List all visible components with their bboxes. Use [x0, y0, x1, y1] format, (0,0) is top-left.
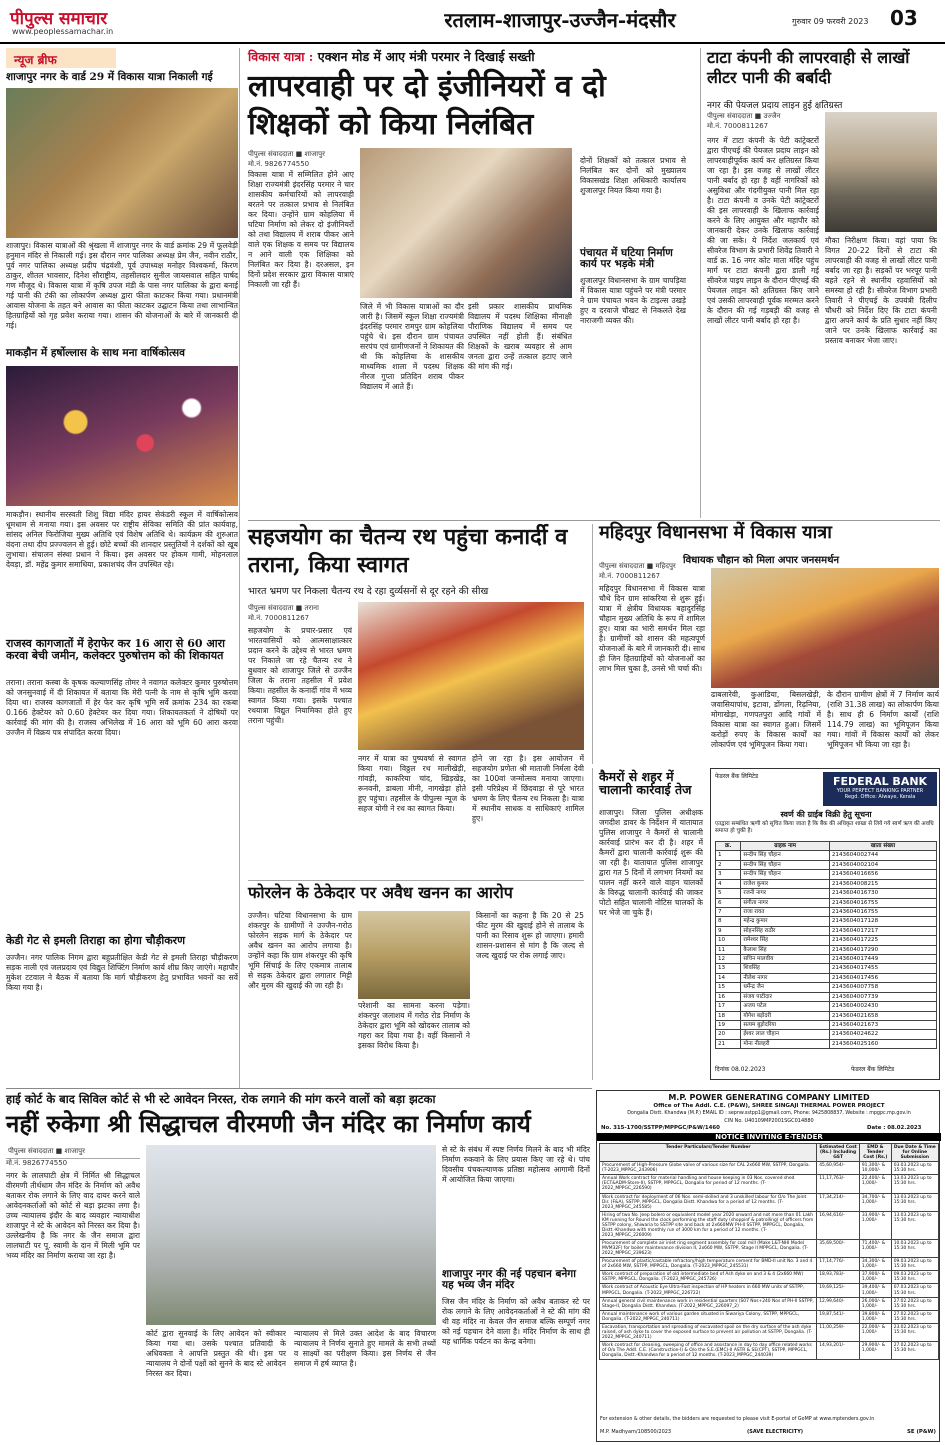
ad-table-cell: सोहनसिंह राठौर — [741, 926, 830, 935]
mahidpur-mobile: मो.नं. 7000811267 — [599, 572, 661, 580]
hc-col-5: जिस जैन मंदिर के निर्माण को अवैध बताकर स्टे पर रोक लगाने के लिए आवेदनकर्ताओं ने स्टे की मांग की थी वह मंदिर ना केवल जैन समाज बल्कि सम्पूर्ण नगर को नई पहचान देने वाला है। मंदिर निर्माण के साथ ही यह धार्मिक पर्यटन का केन्द्र बनेगा। — [442, 1297, 590, 1347]
brief-2-photo — [6, 366, 238, 506]
hc-headline: नहीं रुकेगा श्री सिद्धाचल वीरमणी जैन मंदिर का निर्माण कार्य — [6, 1109, 531, 1138]
ad-table-cell: धर्मेन्द्र जैन — [741, 983, 830, 992]
tender-table-cell: Annual Work contract for material handling and house keeping in 03 Nos. covered shed (ECT&ADM-Store-II), SSTPP, MPPGCL, Dongalia for period of 12 months. (T-2022_MPPGC_226590) — [600, 1175, 817, 1193]
tender-date: Date : 08.02.2023 — [867, 1125, 922, 1131]
ad-table-row — [716, 936, 937, 945]
ad-accounts-table — [715, 841, 937, 1049]
sahajyog-col-2: नगर में यात्रा का पुष्पवर्षा से स्वागत किया गया। विठ्ठल रथ मालीखेड़ी, गांवड़ी, काकरिया चांद, खिड़खेड़, रूनवनी, डाबला मीनी, नागखेड़ा होते हुए पहुंचा। तहसील के पीपुल्स न्यूज के सहज योगी ने रथ का स्वागत किया। — [358, 754, 466, 814]
mahidpur-col-3: के दौरान ग्रामीण क्षेत्रों में 7 निर्माण कार्य (राशि 31.38 लाख) का लोकार्पण किया है। साथ ही 6 निर्माण कार्यों (राशि 114.79 लाख) का भूमिपूजन किया गया। गांवों में विकास कार्यों को लेकर भूमिपूजन भी किया जा रहा है। — [827, 690, 939, 750]
hc-col-3: न्यायालय से मिले उक्त आदेश के बाद विचारण न्यायालय ने निर्णय सुनाते हुए मामले के सभी तथ्यों व साक्ष्यों का परीक्षण किया। इस निर्णय से जैन समाज में हर्ष व्याप्त है। — [294, 1329, 436, 1369]
sahajyog-byline: पीपुल्स संवाददाता ■ तराना — [248, 604, 319, 612]
tender-table-cell: 09.03.2023 up to 15:30 hrs. — [891, 1258, 938, 1271]
newspaper-logo: पीपुल्स समाचार — [10, 9, 108, 29]
tender-table-header-0: Tender Particulars/Tender Number — [600, 1144, 817, 1162]
tender-table-row — [600, 1284, 939, 1297]
tender-table-header-2: EMD & Tender Cost (Rs.) — [859, 1144, 891, 1162]
ad-table-cell: 2143604016656 — [829, 870, 936, 879]
tender-office: Office of The Addl. C.E. (P&W), SHREE SINGAJI THERMAL POWER PROJECT — [653, 1103, 885, 1109]
tender-table-cell: 22,400/- & 1,000/- — [859, 1175, 891, 1193]
tender-table-cell: 11,00,259/- — [817, 1323, 860, 1341]
brief-1-headline: शाजापुर नगर के वार्ड 29 में विकास यात्रा निकाली गई — [6, 71, 213, 83]
tender-table-cell: 19,69,125/- — [817, 1284, 860, 1297]
ad-table-cell: सचिन मालवीय — [741, 955, 830, 964]
tender-title: NOTICE INVITING E-TENDER — [597, 1133, 941, 1141]
ad-table-cell: 8 — [716, 917, 741, 926]
ad-table-cell: 16 — [716, 992, 741, 1001]
sahajyog-col-1: सहजयोग के प्रचार-प्रसार एवं भारतवासियों को आत्मसाक्षात्कार प्रदान करने के उद्देश्य से भारत भ्रमण पर निकाले जा रहे चैतन्य रथ ने बुधवार को शाजापुर जिले से उज्जैन जिला के तराना तहसील में प्रवेश किया। तहसील के कनार्दी गांव में भव्य स्वागत किया गया। इसके पश्चात रथयात्रा विद्युत नियामिका होते हुए तराना पहुंची। — [248, 626, 352, 726]
ad-table-header-2: खाता संख्या — [829, 842, 936, 851]
ad-table-cell: 2143604007739 — [829, 992, 936, 1001]
federal-bank-logo — [823, 772, 937, 806]
ad-table-cell: कैलाश सिंह — [741, 945, 830, 954]
ad-table-row — [716, 964, 937, 973]
tata-photo — [825, 112, 937, 232]
tender-table-row — [600, 1297, 939, 1310]
issue-date: गुरुवार 09 फरवरी 2023 — [792, 17, 869, 26]
tender-table-cell: 29,900/- & 1,000/- — [859, 1342, 891, 1360]
fourlane-col-2: परेशानी का सामना करना पड़ेगा। शंकरपुर जलाशय में गरोठ रोड निर्माण के ठेकेदार द्वारा भूमि को खोदकर तालाब को गहरा कर दिया गया है। वहीं किसानों ने इसका विरोध किया है। — [358, 1001, 470, 1051]
news-brief-tag: न्यूज ब्रीफ — [6, 48, 116, 68]
ad-table-row — [716, 992, 937, 1001]
ad-table-cell: महेन्द्र कुमार — [741, 917, 830, 926]
ad-table-row — [716, 860, 937, 869]
sahajyog-mobile: मो.नं. 7000811267 — [248, 614, 310, 622]
brief-1-photo — [6, 88, 238, 238]
ad-table-cell: 2143604017217 — [829, 926, 936, 935]
ad-table-cell: 2 — [716, 860, 741, 869]
ad-table-cell: शिवसिंह — [741, 964, 830, 973]
mahidpur-story — [592, 524, 940, 764]
main-subhead: पंचायत में घटिया निर्माण कार्य पर भड़के मंत्री — [580, 247, 673, 271]
tender-table-cell: Procurement of complete air inlet ring segment assembly for coal mill (Make L&T-NHI Model MVM32F) for boiler maintenance division II, 2x660 MW, SSTPP, Stage II MPPGCL, Dongalia. (T-2022_MPPGC_239623) — [600, 1240, 817, 1258]
ad-table-row — [716, 917, 937, 926]
camera-headline: कैमरों से शहर में चालानी कार्रवाई तेज — [599, 769, 692, 798]
ad-table-cell: 15 — [716, 983, 741, 992]
ad-table-cell: 9 — [716, 926, 741, 935]
ad-table-cell: 2143604021658 — [829, 1011, 936, 1020]
hc-subhead: शाजापुर नगर की नई पहचान बनेगा यह भव्य जैन मंदिर — [442, 1268, 576, 1292]
fourlane-col-1: उज्जैन। घटिया विधानसभा के ग्राम शंकरपुर के ग्रामीणों ने उज्जैन-गरोठ फोरलेन सड़क मार्ग के ठेकेदार पर अवैध खनन का आरोप लगाया है। उन्होंने कहा कि ग्राम शंकरपुर की कृषि भूमि सिंचाई के लिए एकमात्र तालाब से सड़क ठेकेदार द्वारा लगातार मिट्टी और मुरम की खुदाई की जा रही है। — [248, 911, 352, 991]
tender-madhyam: M.P. Madhyam/108500/2023 — [600, 1429, 672, 1435]
hc-kicker: हाई कोर्ट के बाद सिविल कोर्ट से भी स्टे आवेदन निरस्त, रोक लगाने की मांग करने वालों को बड़ा झटका — [6, 1092, 436, 1106]
ad-table-cell: 2143604016755 — [829, 907, 936, 916]
ad-table-cell: 2143604007758 — [829, 983, 936, 992]
divider-line — [248, 520, 940, 521]
main-headline: लापरवाही पर दो इंजीनियरों व दो शिक्षकों को किया निलंबित — [248, 69, 606, 142]
brief-2-text: माकड़ौन। स्थानीय सरस्वती शिशु विद्या मंदिर हायर सेकंडरी स्कूल में वार्षिकोत्सव धूमधाम से मनाया गया। इस अवसर पर राष्ट्रीय सेविका समिति की प्रांत कार्यवाह, सांसद अनिल फिरोजिया मुख्य अतिथि एवं विशेष अतिथि थे। कार्यक्रम की शुरुआत वंदना तथा दीप प्रज्ज्वलन से हुई। छोटे बच्चों की शानदार प्रस्तुतियों ने दर्शकों को खूब लुभाया। संचालन संस्था प्रधान ने किया। इस अवसर पर होकम गामी, मोहनलाल देवड़ा, डॉ. महेंद्र कुमार समाधिया, प्रकाशचंद जैन उपस्थित रहे। — [6, 510, 238, 570]
sahajyog-photo — [358, 602, 584, 750]
federal-bank-ad — [710, 768, 940, 1080]
tender-table-cell: 12,99,640/- — [817, 1297, 860, 1310]
tender-table — [599, 1143, 939, 1360]
ad-table-cell: 2143604017290 — [829, 945, 936, 954]
ad-note: एतद्वारा सम्बंधित ऋणी को सूचित किया जाता है कि बैंक की अधिकृत शाखा से लिये गये स्वर्ण ऋण की अवधि समाप्त हो चुकी है। — [715, 821, 934, 834]
tender-table-row — [600, 1310, 939, 1323]
sahajyog-headline: सहजयोग का चैतन्य रथ पहुंचा कनार्दी व तराना, किया स्वागत — [248, 524, 568, 578]
tender-company: M.P. POWER GENERATING COMPANY LIMITED — [668, 1093, 870, 1102]
mahidpur-headline: महिदपुर विधानसभा में विकास यात्रा — [599, 522, 832, 543]
ad-table-cell: योगेश बड़ोदरी — [741, 1011, 830, 1020]
sahajyog-story — [248, 524, 584, 876]
tender-table-header-3: Due Date & Time for Online Submission — [891, 1144, 938, 1162]
ad-table-cell: सन्दीप सिंह चौहान — [741, 851, 830, 860]
ad-table-row — [716, 1039, 937, 1048]
tender-table-cell: 07.03.2023 up to 15:30 hrs. — [891, 1284, 938, 1297]
ad-bank-name: FEDERAL BANK — [832, 775, 928, 788]
ad-table-header-1: ग्राहक नाम — [741, 842, 830, 851]
ad-table-row — [716, 898, 937, 907]
ad-table-row — [716, 973, 937, 982]
ad-table-cell: 2143604002430 — [829, 1002, 936, 1011]
ad-table-cell: 13 — [716, 964, 741, 973]
tender-table-row — [600, 1240, 939, 1258]
tender-table-cell: 22,000/- & 1,000/- — [859, 1323, 891, 1341]
tender-table-cell: 11,17,763/- — [817, 1175, 860, 1193]
camera-text: शाजापुर। जिला पुलिस अधीक्षक जगदीश डावर के निर्देशन में यातायात पुलिस शाजापुर ने कैमरों से चालानी कार्रवाई प्रारंभ कर दी है। शहर में कैमरों द्वारा चालानी कार्रवाई शुरू की जा रही है। यातायात पुलिस शाजापुर द्वारा गत 5 दिनों में लगभग नियमों का पालन नहीं करने वाले वाहन चालकों के विरुद्ध चालानी कार्रवाई की जाकर पोटो सहित चालानी नोटिस चालकों के घर भेजे जा चुके हैं। — [599, 808, 703, 918]
hc-byline: पीपुल्स संवाददाता ■ शाजापुर — [6, 1145, 140, 1159]
main-mobile: मो.नं. 9826774550 — [248, 160, 310, 168]
minister-photo — [360, 148, 572, 298]
ad-table-row — [716, 926, 937, 935]
ad-table-cell: 2143604021673 — [829, 1021, 936, 1030]
ad-table-cell: 5 — [716, 889, 741, 898]
ad-table-cell: संजय पाटीदार — [741, 992, 830, 1001]
ad-table-cell: 2143604017128 — [829, 917, 936, 926]
tender-table-cell: 71,400/- & 1,000/- — [859, 1240, 891, 1258]
masthead-bar — [0, 0, 945, 44]
ad-table-cell: 2143604008215 — [829, 879, 936, 888]
ad-table-cell: 10 — [716, 936, 741, 945]
ad-table-row — [716, 1011, 937, 1020]
tender-table-row — [600, 1193, 939, 1211]
tata-headline: टाटा कंपनी की लापरवाही से लाखों लीटर पानी की बर्बादी — [707, 48, 910, 87]
tender-table-cell: 10.03.2023 up to 15:30 hrs. — [891, 1240, 938, 1258]
ad-table-row — [716, 1002, 937, 1011]
tender-table-cell: 09.03.2023 up to 15:30 hrs. — [891, 1271, 938, 1284]
main-col-5: शुजालपुर विधानसभा के ग्राम चापड़िया में विकास यात्रा पहुंचने पर मंत्री परमार ने ग्राम पंचायत भवन के टाइल्स उखड़े हुए व दरवाजे चौखट से निकलते देख नाराजगी व्यक्त की। — [580, 276, 686, 326]
main-kicker-2: एक्शन मोड में आए मंत्री परमार ने दिखाई सख्ती — [317, 49, 535, 64]
ad-bank-title: फेडरल बैंक लिमिटेड — [715, 773, 759, 780]
ad-table-cell: नीलेश नागर — [741, 973, 830, 982]
main-col-3: इसी प्रकार शासकीय प्राथमिक विद्यालय में पदस्थ शिक्षिका मीनाक्षी पौराणिक विद्यालय में समय पर उपस्थित नहीं होती हैं। संबंधित शिक्षकों के खराब व्यवहार से आम जनता द्वारा उन्हें तत्काल हटाए जाने की मांग की गई। — [468, 302, 572, 372]
site-url[interactable]: www.peoplessamachar.in — [12, 27, 114, 36]
tender-table-row — [600, 1342, 939, 1360]
fourlane-headline: फोरलेन के ठेकेदार पर अवैध खनन का आरोप — [248, 883, 513, 902]
ad-table-cell: 2143604017455 — [829, 964, 936, 973]
tender-table-cell: Procurement of High-Pressure Globe valve of various size for CAL 2x660 MW, SSTPP, Dongalia. (T-2023_MPPGC_243906) — [600, 1162, 817, 1175]
ad-table-cell: 2143604017456 — [829, 973, 936, 982]
tender-table-cell: 34,300/- & 1,000/- — [859, 1258, 891, 1271]
ad-table-cell: 11 — [716, 945, 741, 954]
ad-table-cell: सत्यम बुड़ोदरिया — [741, 1021, 830, 1030]
ad-table-cell: 12 — [716, 955, 741, 964]
ad-table-header-0: क्र. — [716, 842, 741, 851]
ad-table-row — [716, 1021, 937, 1030]
ad-table-cell: राजेश कुमार — [741, 879, 830, 888]
tender-table-cell: 19,87,541/- — [817, 1310, 860, 1323]
mahidpur-subheadline: विधायक चौहान को मिला अपार जनसमर्थन — [683, 555, 840, 566]
ad-table-cell: 6 — [716, 898, 741, 907]
brief-4-text: उज्जैन। नगर पालिक निगम द्वारा बहुप्रतीक्षित केडी गेट से इमली तिराहा चौड़ीकरण सड़क नाली एवं जलप्रदाय एवं विद्युत शिफ्टिंग निर्माण कार्य शीघ्र किए जाएंगे। महापौर मुकेश टटवाल ने बैठक में बताया कि मार्ग चौड़ीकरण हेतु प्रभावित भवनों का सर्वे किया गया है। — [6, 953, 238, 993]
brief-3-headline: राजस्व कागजातों में हेराफेर कर 16 आरा से 60 आरा करवा बेची जमीन, कलेक्टर पुरुषोत्तम को की शिकायत — [6, 637, 225, 662]
main-col-1: विकास यात्रा में सम्मिलित होने आए शिक्षा राज्यमंत्री इंदरसिंह परमार ने चार शासकीय कर्मचारियों को लापरवाही बरतने पर तत्काल प्रभाव से निलंबित कर दिया। उन्होंने ग्राम कोहलिया में घटिया निर्माण को लेकर दो इंजीनियरों को तथा विद्यालय में शराब पीकर आने वाले एक शिक्षक व समय पर विद्यालय न आने वाली एक शिक्षिका को निलंबित कर दिया है। दरअसल, इन दिनों प्रदेश सरकार द्वारा विकास यात्राएं निकाली जा रही हैं। — [248, 170, 354, 290]
ad-table-cell: ईश्वर लाल चौहान — [741, 1030, 830, 1039]
tender-table-cell: 37,900/- & 1,000/- — [859, 1271, 891, 1284]
tender-table-cell: 26,000/- & 1,000/- — [859, 1297, 891, 1310]
tender-table-row — [600, 1271, 939, 1284]
tender-table-cell: 27.02.2023 up to 15:30 hrs. — [891, 1297, 938, 1310]
tender-table-cell: 27.02.2023 up to 15:30 hrs. — [891, 1310, 938, 1323]
tender-table-cell: 39,400/- & 1,000/- — [859, 1284, 891, 1297]
tender-table-cell: 39,800/- & 1,000/- — [859, 1310, 891, 1323]
tender-table-cell: Work contract for cleaning, sweeping of office and assistance in day to day office related works of O/o The Addl. C.E. (Construction-I) & O/o the S.E.(EMC)-II ASTR & SE(CPT), SSTPP, MPPGCL, Dongalia, Distt.-Khandwa for a period of 12 months. (T-2023_MPPGC_244039) — [600, 1342, 817, 1360]
ad-table-cell: 2143604025160 — [829, 1039, 936, 1048]
tender-cin: CIN No. U40109MP2001SGC014880 — [724, 1118, 814, 1124]
ad-table-cell: 20 — [716, 1030, 741, 1039]
ad-table-cell: मोना नीलहरी — [741, 1039, 830, 1048]
ad-table-row — [716, 945, 937, 954]
ad-table-cell: 2143604017225 — [829, 936, 936, 945]
ad-table-cell: 2143604016755 — [829, 898, 936, 907]
main-story — [248, 48, 688, 518]
tender-table-cell: 14,93,201/- — [817, 1342, 860, 1360]
tender-table-cell: 45,60,954/- — [817, 1162, 860, 1175]
edition-title: रतलाम-शाजापुर-उज्जैन-मंदसौर — [444, 8, 676, 32]
tender-table-cell: 16,94,616/- — [817, 1211, 860, 1239]
ad-table-row — [716, 889, 937, 898]
main-byline: पीपुल्स संवाददाता ■ शाजापुर — [248, 150, 325, 158]
tender-table-cell: 17,14,776/- — [817, 1258, 860, 1271]
ad-table-row — [716, 907, 937, 916]
tender-table-cell: 17,34,214/- — [817, 1193, 860, 1211]
ad-place: फेडरल बैंक लिमिटेड — [851, 1066, 895, 1073]
tender-signatory: SE (P&W) — [907, 1429, 936, 1435]
sahajyog-subheadline: भारत भ्रमण पर निकला चैतन्य रथ दे रहा दुर्व्यसनों से दूर रहने की सीख — [248, 586, 489, 597]
mahidpur-photo — [711, 568, 939, 688]
tender-table-row — [600, 1211, 939, 1239]
ad-table-cell: सन्दीप सिंह चौहान — [741, 870, 830, 879]
tender-table-cell: Hiring of two No. Jeep bolero or equivalent model year 2020 onward and not more than 01 Lakh KM running for Round the clock performing the staff duty (shoppinf & patrolling) of officers from SSTPP colony, Shiwaria to SSTPP site and back at 2x660MW PH-II SSTPP, MPPGCL, Dongalia, Distt.-Khandwa with monthly run of 3000 km for a period of 12 months. (T-2023_MPPGC_226009) — [600, 1211, 817, 1239]
mahidpur-byline: पीपुल्स संवाददाता ■ महिदपुर — [599, 562, 676, 570]
mppgcl-tender — [596, 1090, 940, 1442]
ad-table-cell: 3 — [716, 870, 741, 879]
hc-col-4: से स्टे के संबंध में स्पष्ट निर्णय मिलने के बाद भी मंदिर निर्माण रुकवाने के लिए प्रयास किए जा रहे थे। पांच दिवसीय पंचकल्याणक प्रतिष्ठा महोत्सव आगामी दिनों में आयोजित किया जाएगा। — [442, 1145, 590, 1185]
ad-table-cell: 21 — [716, 1039, 741, 1048]
main-col-6-anchor — [584, 155, 585, 156]
ad-table-row — [716, 870, 937, 879]
tender-table-cell: 18,93,783/- — [817, 1271, 860, 1284]
fourlane-col-3: किसानों का कहना है कि 20 से 25 फीट मुरम की खुदाई होने से तालाब के पानी का रिसाव शुरू हो जाएगा। हमारी शासन-प्रशासन से मांग है कि जल्द से जल्द खुदाई पर रोक लगाई जाए। — [476, 911, 584, 961]
tata-byline: पीपुल्स संवाददाता ■ उज्जैन — [707, 112, 781, 120]
tender-table-cell: 13.03.2023 up to 15:30 hrs. — [891, 1175, 938, 1193]
fourlane-photo — [358, 911, 470, 999]
ad-table-cell: संगीता नागर — [741, 898, 830, 907]
tender-table-cell: 33,900/- & 1,000/- — [859, 1211, 891, 1239]
page-number: 03 — [890, 6, 918, 30]
main-kicker-line — [248, 48, 688, 65]
ad-table-cell: 2143604024622 — [829, 1030, 936, 1039]
tender-table-cell: Procurement of plastic/castable refractory/high temperature cement for BMD-II unit No. 3 and 4 of 2x660 MW, SSTPP, MPPGCL, Dongalia. (T-2023_MPPGC_245531) — [600, 1258, 817, 1271]
main-col-4: दोनों शिक्षकों को तत्काल प्रभाव से निलंबित कर दोनों को मुख्यालय विकासखंड शिक्षा अधिकारी कार्यालय शुजालपुर नियत किया गया है। — [580, 156, 686, 196]
tender-table-cell: 13.03.2023 up to 15:30 hrs. — [891, 1193, 938, 1211]
tender-table-cell: Work contract of preparation of old intermediate bed of Ash dyke on and 3 & 4 (2x660 MW) SSTPP, MPPGCL, Dongalia. (T-2023_MPPGC_245726) — [600, 1271, 817, 1284]
ad-table-cell: 18 — [716, 1011, 741, 1020]
ad-table-cell: 19 — [716, 1021, 741, 1030]
tender-table-cell: 34,700/- & 1,000/- — [859, 1193, 891, 1211]
tender-table-cell: 13.03.2023 up to 15:30 hrs. — [891, 1211, 938, 1239]
ad-table-cell: राजा रावत — [741, 907, 830, 916]
tender-table-cell: Annual maintenance work of various garden situated in Siwariya Colony, SSTPP, MPPGCL, Dongalia. (T-2022_MPPGC_240711) — [600, 1310, 817, 1323]
tender-table-row — [600, 1323, 939, 1341]
ad-table-cell: 1 — [716, 851, 741, 860]
brief-1-text: शाजापुर। विकास यात्राओं की श्रृंखला में शाजापुर नगर के वार्ड क्रमांक 29 में फूलवेड़ी हनुमान मंदिर से निकाली गई। इस दौरान नगर पालिका अध्यक्ष प्रेम जैन, नवीन राठौर, पूर्व नगर पालिका अध्यक्ष प्रदीप चंद्रवंशी, पूर्व उपाध्यक्ष मनोहर विश्वकर्मा, किरण ठाकुर, शीतल भावसार, दिनेश सौराष्ट्रीय, तहसीलदार सुनील जायसवाल सहित पार्षद गण मौजूद थे। विकास यात्रा में कृषि उपज मंडी के पास नगर पालिका के द्वारा बनाई गई पानी की टंकी का लोकार्पण अध्यक्ष द्वारा फीता काटकर किया गया। प्रधानमंत्री आवास योजना के तहत बने आवास का फीता काटकर उद्घाटन किया तथा लाभान्वित हितग्राहियों को गृह प्रवेश कराया गया। शासन की योजनाओं के बारे में जानकारी दी गई। — [6, 241, 238, 331]
ad-table-row — [716, 1030, 937, 1039]
tender-table-cell: Work contract of Acoustic Eye Ultra-Fast inspection of HP heaters in 660 MW units of SSTPP, MPPGCL, Dongalia. (T-2022_MPPGC_226722) — [600, 1284, 817, 1297]
hc-mobile: मो.नं. 9826774550 — [6, 1159, 68, 1167]
ad-table-row — [716, 879, 937, 888]
ad-table-cell: 4 — [716, 879, 741, 888]
tata-story — [700, 48, 940, 518]
tender-table-cell: 91,300/- & 10,000/- — [859, 1162, 891, 1175]
ad-date: दिनांक 08.02.2023 — [715, 1066, 766, 1073]
ad-table-cell: 2143604002104 — [829, 860, 936, 869]
jain-temple-photo — [146, 1145, 436, 1325]
brief-2-headline: माकड़ौन में हर्षोल्लास के साथ मना वार्षिकोत्सव — [6, 347, 185, 359]
tender-table-cell: Annual general civil maintenance work in residential quarters (S07 Nos+240 Nos of PH-II SSTPP, Stage-II, Dongalia Distt. Khandwa. (T-2022_MPPGC_226097_2) — [600, 1297, 817, 1310]
ad-table-cell: सन्दीप सिंह चौहान — [741, 860, 830, 869]
ad-table-row — [716, 851, 937, 860]
camera-story — [592, 768, 704, 1080]
tata-col-2: मौका निरीक्षण किया। वहां पाया कि विगत 20-22 दिनों से टाटा की लापरवाही की वजह से लाखों लीटर पानी बर्बाद जा रहा है। सड़कों पर भरपूर पानी बहते रहने से स्थानीय रहवासियों को समस्या हो रही है। सीवरेज विभाग प्रभारी तिवारी ने पीएचई के उपयंत्री दिलीप चौधरी को निर्देश दिए कि टाटा कंपनी द्वारा अपने कार्य के प्रति सुधार नहीं किए जाने पर उनके खिलाफ कार्रवाई का प्रस्ताव बनाकर भेजा जाए। — [825, 236, 937, 346]
tata-subheadline: नगर की पेयजल प्रदाय लाइन हुई क्षतिग्रस्त — [707, 101, 843, 111]
brief-3-text: तराना। तराना कस्बा के कृषक कल्याणसिंह तोमर ने नवागत कलेक्टर कुमार पुरुषोत्तम को जनसुनवाई में दी शिकायत में बताया कि मेरी पत्नी के नाम से कृषि भूमि करवा दिया था। राजस्व कागजातों में हेर फेर कर कृषि भूमि सर्वे क्रमांक 234 का रकबा 0.166 हेक्टेयर को 0.60 हेक्टेयर कर दिया गया। शिकायतकर्ता ने दोषियों पर कार्रवाई की मांग की है। राजस्व अभिलेख में 16 आरा को भूमि 60 आरा करवा उज्जैन में विक्रय पत्र संपादित करवा दिया। — [6, 678, 238, 738]
ad-table-row — [716, 955, 937, 964]
hc-col-1: नगर के लालघाटी क्षेत्र में निर्मित श्री सिद्धाचल वीरमणी तीर्थधाम जैन मंदिर के निर्माण को अवैध बताकर रोक लगाने के लिए वाद दायर करने वाले आवेदनकर्ताओं को कोर्ट से बड़ा झटका लगा है। उच्च न्यायालय इंदौर के बाद व्यवहार न्यायाधीश शाजापुर ने स्टे के आवेदन को निरस्त कर दिया है। उल्लेखनीय है कि नगर के जैन समाज द्वारा लालघाटी पर पू. स्वामी के दान में मिली भूमि पर भव्य मंदिर का निर्माण कराया जा रहा है। — [6, 1171, 140, 1261]
tender-ref: No. 315-1700/SSTPP/MPPGC/P&W/1460 — [601, 1125, 720, 1131]
brief-4-headline: केडी गेट से इमली तिराहा का होगा चौड़ीकरण — [6, 934, 186, 947]
ad-bank-reg: Regd. Office: Alwaye, Kerala — [844, 794, 916, 800]
high-court-story — [6, 1088, 592, 1440]
hc-col-2: कोर्ट द्वारा सुनवाई के लिए आवेदन को स्वीकार किया गया था। उसके पश्चात प्रतिवादी के अधिवक्ता ने आपत्ति प्रस्तुत की थी। इस पर न्यायालय ने दोनों पक्षों को सुनने के बाद स्टे आवेदन निरस्त कर दिया। — [146, 1329, 286, 1379]
ad-table-cell: 17 — [716, 1002, 741, 1011]
fourlane-story — [248, 880, 584, 1080]
tender-table-row — [600, 1162, 939, 1175]
ad-table-cell: 2143604002744 — [829, 851, 936, 860]
tender-table-cell: 03.03.2023 up to 15:30 hrs. — [891, 1162, 938, 1175]
ad-bank-tag: YOUR PERFECT BANKING PARTNER — [836, 788, 924, 794]
tender-table-row — [600, 1258, 939, 1271]
tender-table-cell: 35,69,500/- — [817, 1240, 860, 1258]
tender-table-cell: Work contract for deployment of 06 Nos. semi-skilled and 3 unskilled labour for O/o The Joint Dir. (F&A), SSTPP, MPPGCL, Dongalia Distt. Khandwa for a period of 12 months. (T-2023_MPPGC_245585) — [600, 1193, 817, 1211]
sahajyog-col-3: होने जा रहा है। इस आयोजन में सहजयोग प्रणेता श्री माताजी निर्मला देवी का 100वां जन्मोत्सव मनाया जाएगा। इसी परिप्रेक्ष्य में छिंदवाड़ा से पूरे भारत भ्रमण के लिए चैतन्य रथ निकला है। यात्रा में स्थानीय साधक व साधिकाएं शामिल हुए। — [472, 754, 584, 824]
tender-address: Dongalia Distt. Khandwa (M.P.) EMAIL ID : sepnw.sstpp1@gmail.com, Phone: 9425808837, Website : mpgpc.mp.gov.in — [627, 1111, 911, 1116]
tender-table-header-1: Estimated Cost (Rs.) Including GST — [817, 1144, 860, 1162]
ad-table-cell: 2143604017449 — [829, 955, 936, 964]
mahidpur-col-1: महिदपुर विधानसभा में विकास यात्रा चौथे दिन ग्राम सांकरिया से शुरू हुई। यात्रा में क्षेत्रीय विधायक बहादुरसिंह चौहान मुख्य अतिथि के रूप में शामिल हुए। यात्रा का भारी समर्थन मिल रहा है। ग्रामीणों को शासन की महत्वपूर्ण योजनाओं के बारे में जानकारी दी। साथ ही जिन हितग्राहियों को योजनाओं का लाभ मिल चुका है, उनसे भी चर्चा की। — [599, 584, 705, 674]
tata-col-1: नगर में टाटा कंपनी के पेटी कांट्रेक्टरों द्वारा पीएचई की पेयजल प्रदाय लाइन को लापरवाहीपूर्वक कार्य कर क्षतिग्रस्त किया जा रहा है। इस वजह से लाखों लीटर पानी बर्बाद हो रहा है वहीं नागरिकों को असुविधा और गंदगीयुक्त पानी मिल रहा है। टाटा कंपनी व उनके पेटी कांट्रेक्टरों की इस लापरवाही के खिलाफ कार्रवाई करने के लिए आयुक्त और महापौर को जानकारी देकर उनके खिलाफ कार्रवाई की जा सके। ये निर्देश जलकार्य एवं सीवरेज विभाग के प्रभारी शिवेंद्र तिवारी ने वार्ड क्र. 16 नगर कोट माता मंदिर पहुंच मार्ग पर टाटा कंपनी द्वारा डाली गई सीवरेज पाइप लाइन के दौरान पीएचई की पेयजल लाइन को क्षतिग्रस्त किए जाने एवं उसकी लापरवाही पूर्वक मरम्मत करने के दौरान की गई गड़बड़ी की वजह से लाखों लीटर पानी बर्बाद हो रहा है। — [707, 136, 819, 326]
ad-table-cell: अजय पटेल — [741, 1002, 830, 1011]
tender-table-row — [600, 1175, 939, 1193]
ad-table-cell: रामेश्वर सिंह — [741, 936, 830, 945]
tender-footer: For extension & other details, the bidders are requested to please visit E-portal of GoMP at www.mptenders.gov.in — [600, 1417, 875, 1422]
tender-table-cell: 23.02.2023 up to 15:30 hrs. — [891, 1323, 938, 1341]
mahidpur-col-2: ढाबलारेवी, कुआडिया, बिसलखेड़ी, जवासियापांथ, इटावा, डोंगला, रिढ़निया, मोगाखेड़ा, गणपतपुरा आदि गांवों में विकास यात्रा का स्वागत हुआ। जिसमें करोड़ों रुपए के विकास कार्यों का लोकार्पण एवं भूमिपूजन किया गया। — [711, 690, 821, 750]
main-col-2: जिले में भी विकास यात्राओं का दौर जारी है। जिसमें स्कूल शिक्षा राज्यमंत्री इंदरसिंह परमार रामपुर ग्राम कोहलिया पहुंचे थे। इस दौरान ग्राम पंचायत सरपंच एवं ग्रामीणजनों ने शिकायत की थी कि कोहलिया के शासकीय माध्यमिक शाला में पदस्थ शिक्षक नीरज गुप्ता प्रतिदिन शराब पीकर विद्यालय में आते हैं। — [360, 302, 464, 392]
tender-save-electricity: (SAVE ELECTRICITY) — [747, 1429, 804, 1435]
tender-table-cell: Excavation, transportation and spreading of excavated spoil on the dry surface of the ash dyke raised, of ash dyke to cover the exposed surface to prevent air pollution at SSTPP, Dongalia. (T-2022_MPPGC_240711) — [600, 1323, 817, 1341]
ad-sale-title: स्वर्ण की ग्राईब विक्री हेतु सूचना — [780, 810, 872, 819]
ad-table-row — [716, 983, 937, 992]
tata-mobile: मो.नं. 7000811267 — [707, 122, 769, 130]
tender-table-cell: 27.02.2023 up to 15:30 hrs. — [891, 1342, 938, 1360]
news-brief-column — [6, 48, 240, 1088]
ad-table-cell: 14 — [716, 973, 741, 982]
ad-table-cell: 2143604016730 — [829, 889, 936, 898]
ad-table-cell: 7 — [716, 907, 741, 916]
ad-table-cell: रजनी नागर — [741, 889, 830, 898]
main-kicker: विकास यात्रा : — [248, 49, 314, 64]
